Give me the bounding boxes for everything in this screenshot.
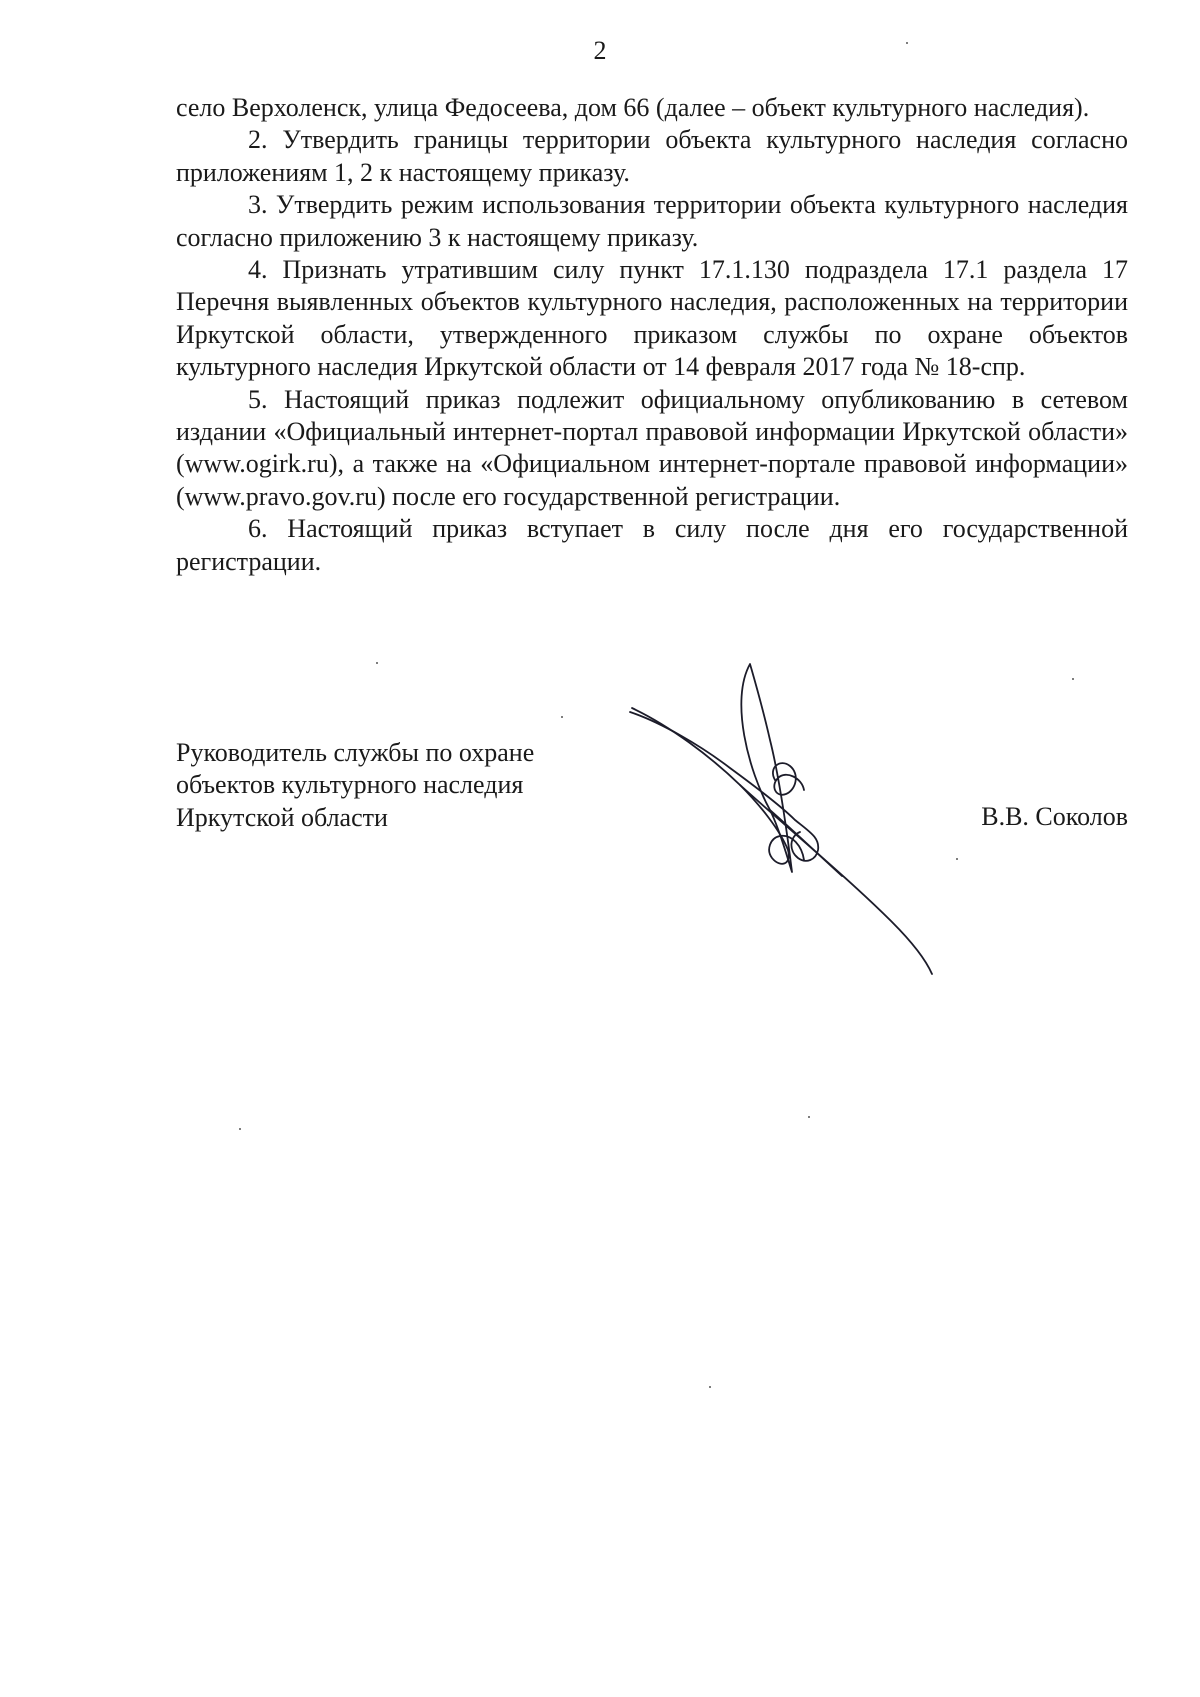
paragraph-intro: село Верхоленск, улица Федосеева, дом 66 (далее – объект культурного наследия). bbox=[176, 93, 1090, 122]
scan-speck bbox=[956, 858, 958, 860]
signer-title bbox=[176, 737, 596, 834]
signer-title-line: объектов культурного наследия bbox=[176, 770, 524, 800]
scan-speck bbox=[239, 1128, 241, 1130]
paragraph-3: 3. Утвердить режим использования территории объекта культурного наследия согласно приложению 3 к настоящему приказу. bbox=[176, 190, 1128, 252]
handwritten-signature bbox=[620, 660, 950, 980]
scan-speck bbox=[709, 1386, 711, 1388]
page-number: 2 bbox=[593, 36, 607, 65]
document-body bbox=[176, 92, 1128, 578]
signer-name: В.В. Соколов bbox=[981, 802, 1128, 831]
paragraph-6: 6. Настоящий приказ вступает в силу после дня его государственной регистрации. bbox=[176, 514, 1128, 576]
scan-speck bbox=[906, 42, 908, 44]
signer-title-line: Иркутской области bbox=[176, 802, 388, 832]
scan-speck bbox=[808, 1116, 810, 1118]
paragraph-4: 4. Признать утратившим силу пункт 17.1.130 подраздела 17.1 раздела 17 Перечня выявленных объектов культурного наследия, расположенных на территории Иркутской области, утвержденного приказом службы по охране объектов культурного наследия Иркутской области от 14 февраля 2017 года № 18-спр. bbox=[176, 255, 1128, 382]
scan-speck bbox=[1072, 678, 1074, 680]
paragraph-5: 5. Настоящий приказ подлежит официальному опубликованию в сетевом издании «Официальный интернет-портал правовой информации Иркутской области» (www.ogirk.ru), а также на «Официальном интернет-портале правовой информации» (www.pravo.gov.ru) после его государственной регистрации. bbox=[176, 384, 1128, 511]
signer-title-line: Руководитель службы по охране bbox=[176, 738, 535, 767]
scan-speck bbox=[376, 662, 378, 664]
paragraph-2: 2. Утвердить границы территории объекта культурного наследия согласно приложениям 1, 2 к настоящему приказу. bbox=[176, 125, 1128, 187]
scan-speck bbox=[561, 716, 563, 718]
